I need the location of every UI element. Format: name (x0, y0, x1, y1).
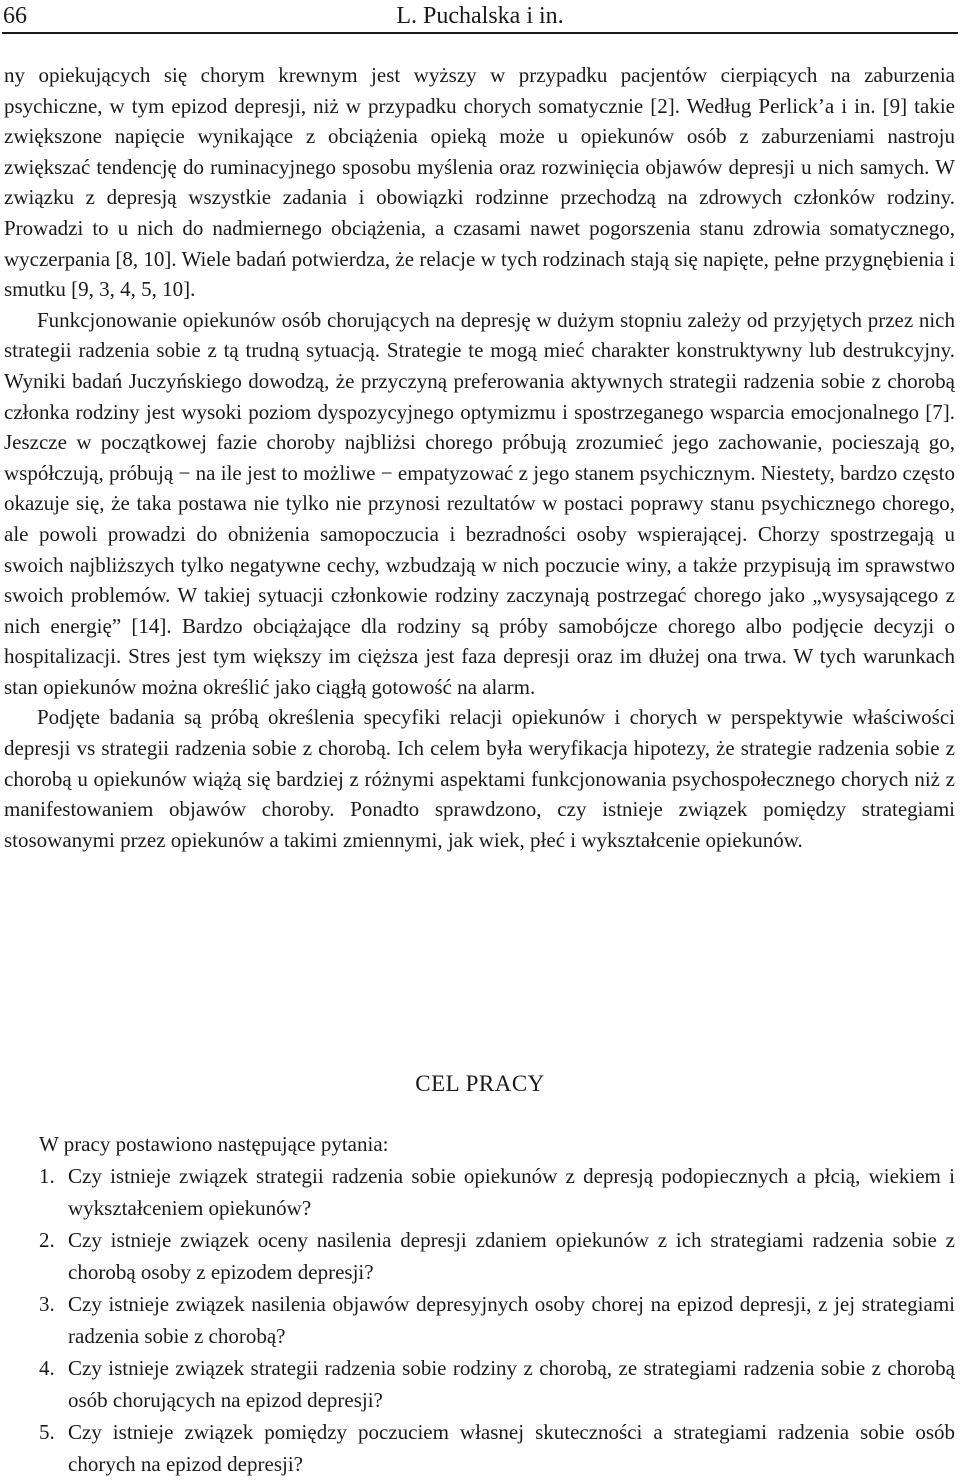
list-item-number: 5. (39, 1420, 55, 1444)
list-item-number: 2. (39, 1228, 55, 1252)
body-text (4, 60, 955, 855)
questions-list (4, 1160, 955, 1480)
list-item-text: Czy istnieje związek pomiędzy poczuciem własnej skuteczności a strategiami radzenia sobie osób chorych na epizod depresji? (68, 1420, 955, 1476)
paragraph-study-aim: Podjęte badania są próbą określenia specyfiki relacji opiekunów i chorych w perspektywie właściwości depresji vs strategii radzenia sobie z chorobą. Ich celem była weryfikacja hipotezy, że strategie radzenia sobie z chorobą u opiekunów wiążą się bardziej z różnymi aspektami funkcjonowania psychospołecznego chorych niż z manifestowaniem objawów choroby. Ponadto sprawdzono, czy istnieje związek pomiędzy strategiami stosowanymi przez opiekunów a takimi zmiennymi, jak wiek, płeć i wykształcenie opiekunów. (4, 705, 955, 852)
research-questions (4, 1128, 955, 1480)
list-item-text: Czy istnieje związek strategii radzenia sobie rodziny z chorobą, ze strategiami radzenia sobie z chorobą osób chorujących na epizod depresji? (68, 1356, 955, 1412)
section-heading: CEL PRACY (415, 1071, 545, 1096)
list-item (4, 1224, 955, 1288)
list-item (4, 1416, 955, 1480)
list-item-number: 1. (39, 1164, 55, 1188)
list-item-number: 3. (39, 1292, 55, 1316)
list-item-text: Czy istnieje związek nasilenia objawów depresyjnych osoby chorej na epizod depresji, z jej strategiami radzenia sobie z chorobą? (68, 1292, 955, 1348)
paragraph-coping-strategies: Funkcjonowanie opiekunów osób chorujących na depresję w dużym stopniu zależy od przyjętych przez nich strategii radzenia sobie z tą trudną sytuacją. Strategie te mogą mieć charakter konstruktywny lub destrukcyjny. Wyniki badań Juczyńskiego dowodzą, że przyczyną preferowania aktywnych strategii radzenia sobie z chorobą członka rodziny jest wysoki poziom dyspozycyjnego optymizmu i spostrzeganego wsparcia emocjonalnego [7]. Jeszcze w początkowej fazie choroby najbliżsi chorego próbują zrozumieć jego zachowanie, pocieszają go, współczują, próbują − na ile jest to możliwe − empatyzować z jego stanem psychicznym. Niestety, bardzo często okazuje się, że taka postawa nie tylko nie przynosi rezultatów w postaci poprawy stanu psychicznego chorego, ale powoli prowadzi do obniżenia samopoczucia i bezradności osoby wspierającej. Chorzy spostrzegają u swoich najbliższych tylko negatywne cechy, wzbudzają w nich poczucie winy, a także przypisują im sprawstwo swoich problemów. W takiej sytuacji członkowie rodziny zaczynają postrzegać chorego jako „wysysającego z nich energię” [14]. Bardzo obciążające dla rodziny są próby samobójcze chorego albo podjęcie decyzji o hospitalizacji. Stres jest tym większy im cięższa jest faza depresji oraz im dłużej ona trwa. W tych warunkach stan opiekunów można określić jako ciągłą gotowość na alarm. (4, 307, 955, 699)
list-item-text: Czy istnieje związek oceny nasilenia depresji zdaniem opiekunów z ich strategiami radzenia sobie z chorobą osoby z epizodem depresji? (68, 1228, 955, 1284)
page-number: 66 (3, 3, 27, 29)
running-title: L. Puchalska i in. (396, 3, 564, 29)
questions-intro: W pracy postawiono następujące pytania: (39, 1132, 389, 1156)
paragraph-continuation: ny opiekujących się chorym krewnym jest wyższy w przypadku pacjentów cierpiących na zaburzenia psychiczne, w tym epizod depresji, niż w przypadku chorych somatycznie [2]. Według Perlick’a i in. [9] takie zwiększone napięcie wynikające z obciążenia opieką może u opiekunów osób z zaburzeniami nastroju zwiększać tendencję do ruminacyjnego sposobu myślenia oraz rozwinięcia objawów depresji u nich samych. W związku z depresją wszystkie zadania i obowiązki rodzinne przechodzą na zdrowych członków rodziny. Prowadzi to u nich do nadmiernego obciążenia, a czasami nawet pogorszenia stanu zdrowia somatycznego, wyczerpania [8, 10]. Wiele badań potwierdza, że relacje w tych rodzinach stają się napięte, pełne przygnębienia i smutku [9, 3, 4, 5, 10]. (4, 63, 955, 302)
list-item-text: Czy istnieje związek strategii radzenia sobie opiekunów z depresją podopiecznych a płcią, wiekiem i wykształceniem opiekunów? (68, 1164, 955, 1220)
list-item (4, 1160, 955, 1224)
header-rule (2, 32, 958, 34)
list-item (4, 1288, 955, 1352)
list-item-number: 4. (39, 1356, 55, 1380)
list-item (4, 1352, 955, 1416)
page-header (2, 2, 958, 30)
